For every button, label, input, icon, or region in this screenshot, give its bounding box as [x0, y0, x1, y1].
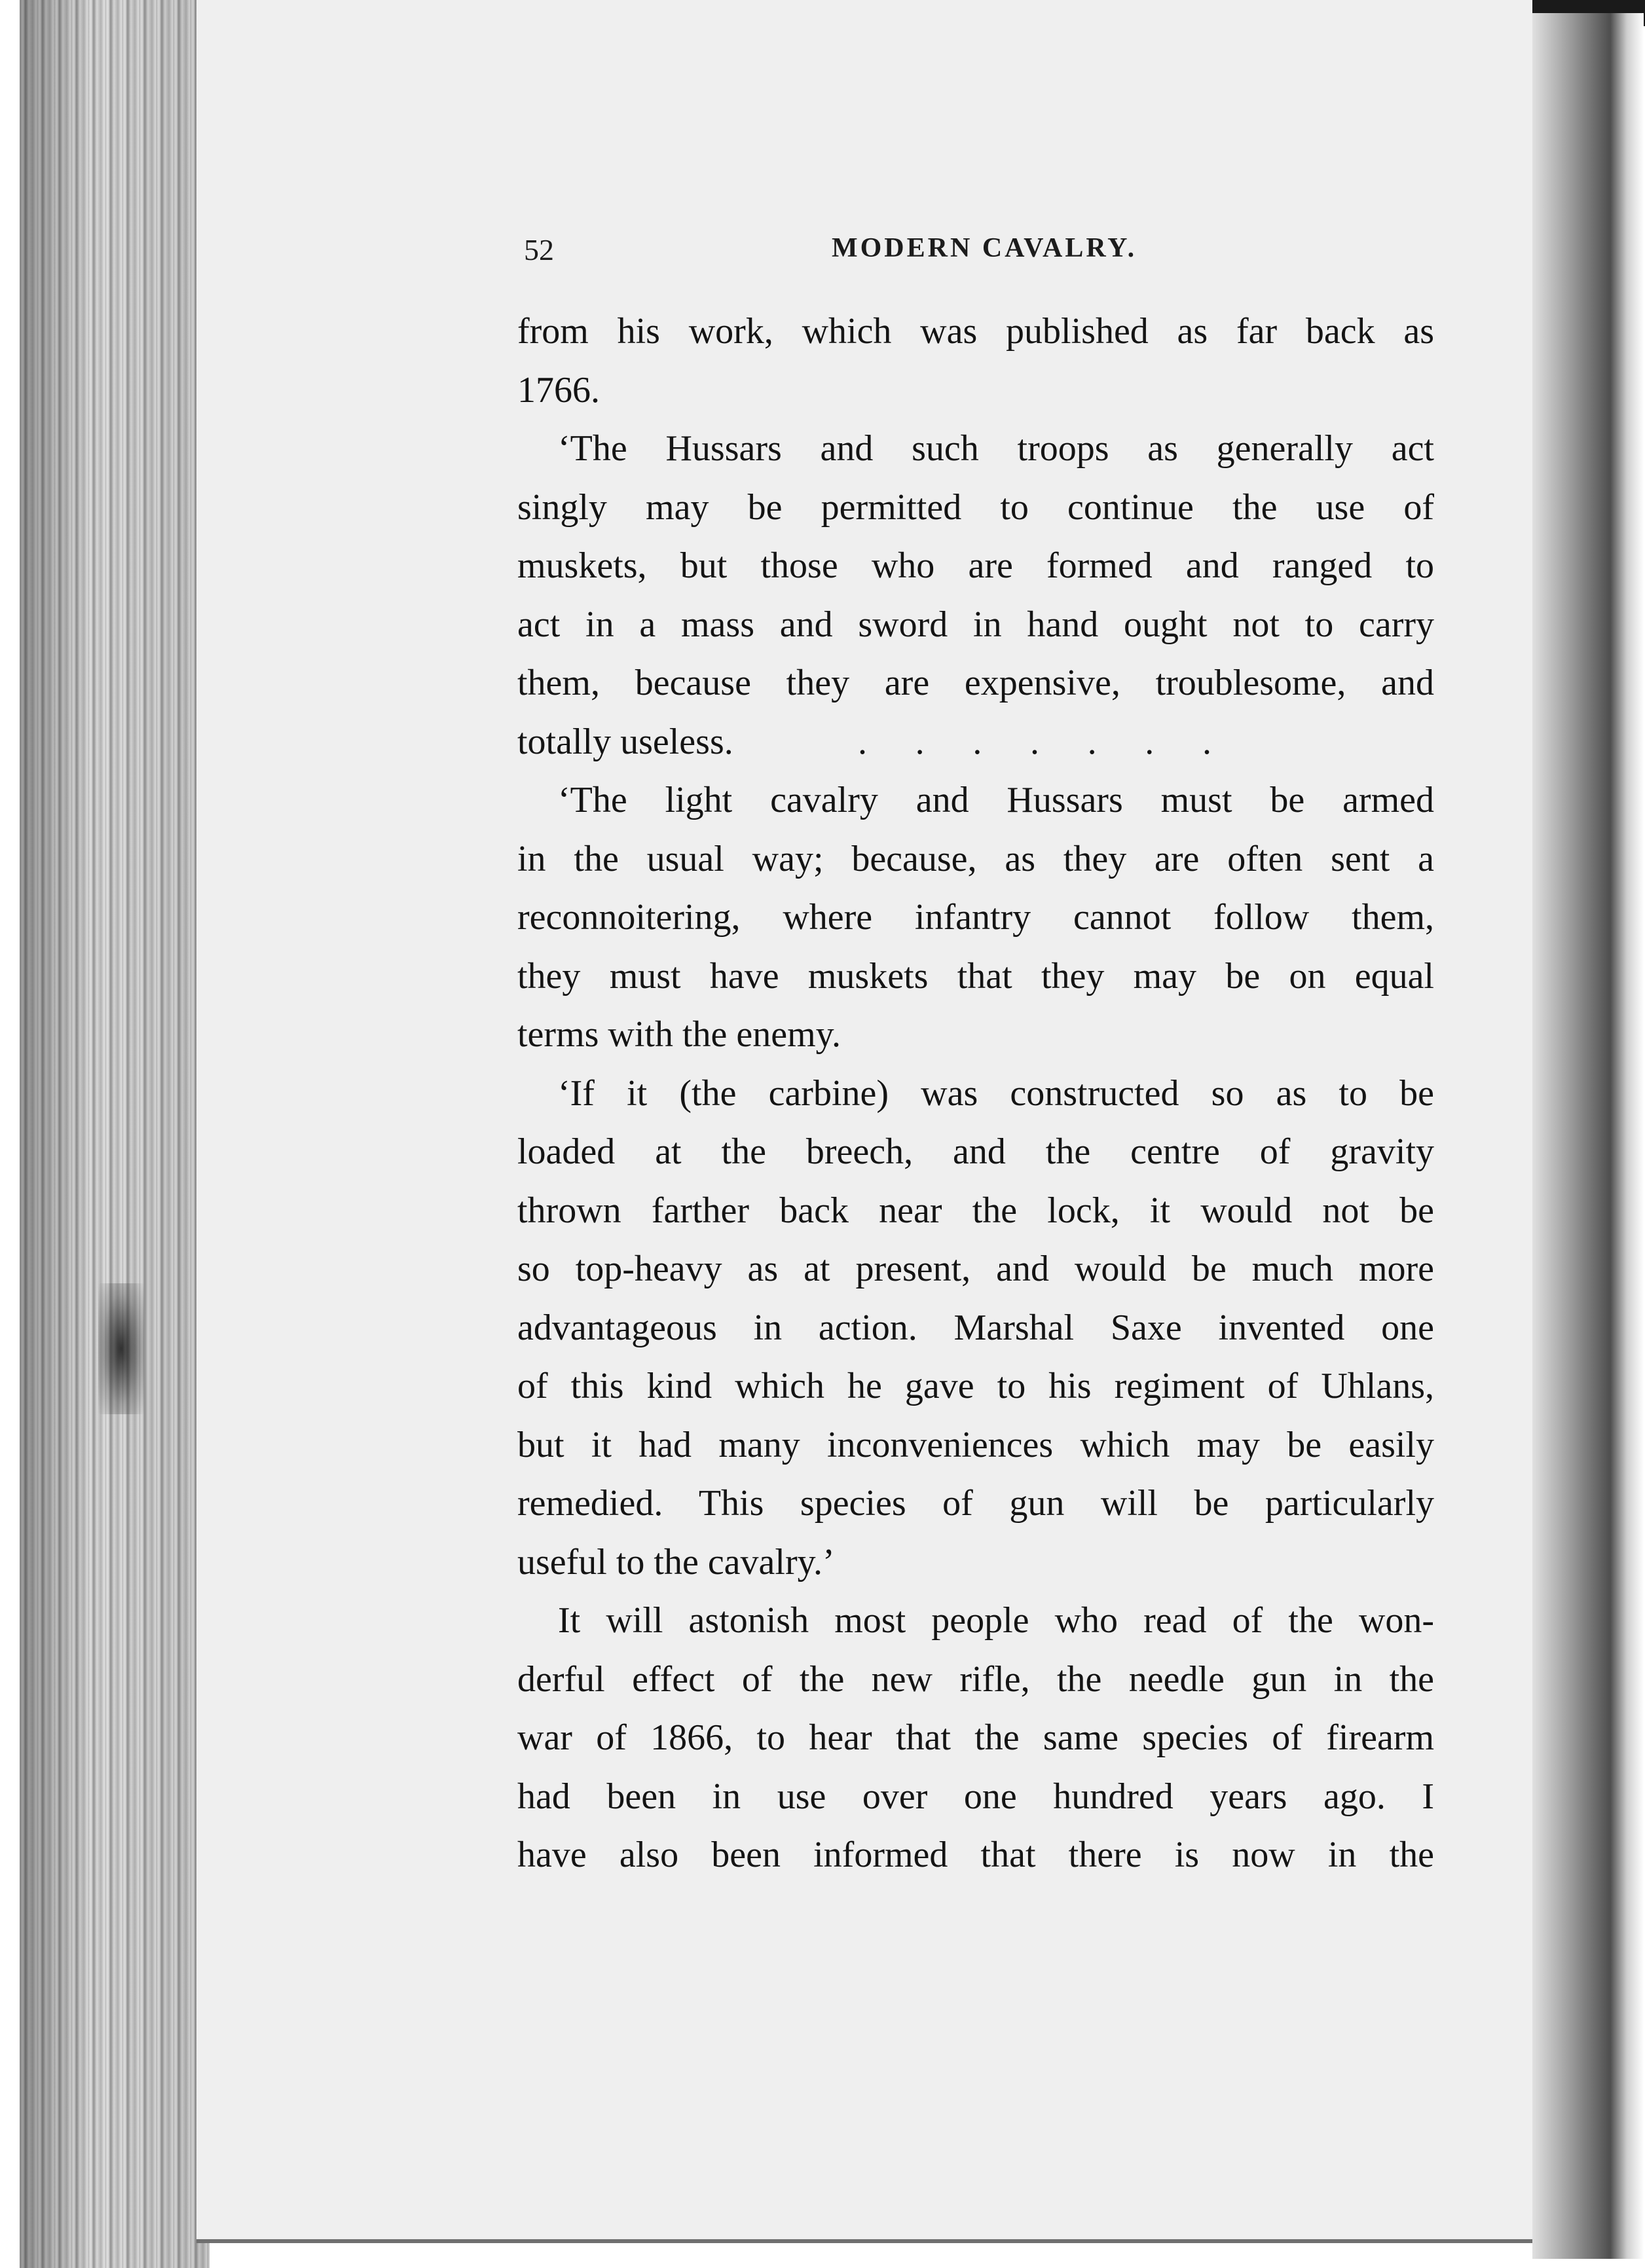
text-line: 1766. — [517, 369, 600, 411]
text-line: totally useless. — [517, 721, 733, 762]
ellipsis-dot: . — [858, 721, 867, 762]
text-line: they must have muskets that they may be on equal — [517, 955, 1434, 997]
text-line: ‘If it (the carbine) was constructed so as to be — [558, 1072, 1434, 1114]
ellipsis-dots — [858, 713, 1211, 772]
book-gutter-shadow — [1532, 13, 1644, 2259]
ellipsis-dot: . — [1087, 721, 1097, 762]
text-line: have also been informed that there is now in the — [517, 1835, 1434, 1875]
text-line: so top-heavy as at present, and would be much more — [517, 1249, 1434, 1289]
ellipsis-dot: . — [1145, 721, 1155, 762]
text-line: derful effect of the new rifle, the needle gun in the — [517, 1658, 1434, 1700]
body-text — [517, 302, 1434, 1885]
ellipsis-dot: . — [1202, 721, 1211, 762]
text-line: in the usual way; because, as they are often sent a — [517, 838, 1434, 879]
text-line: from his work, which was published as far back as — [517, 311, 1434, 352]
text-line: reconnoitering, where infantry cannot follow them, — [517, 897, 1434, 938]
text-line: war of 1866, to hear that the same species of firearm — [517, 1717, 1434, 1758]
text-line: of this kind which he gave to his regiment of Uhlans, — [517, 1366, 1434, 1406]
text-line: useful to the cavalry.’ — [517, 1541, 835, 1582]
text-line: act in a mass and sword in hand ought not to carry — [517, 604, 1434, 645]
ellipsis-dot: . — [1029, 721, 1039, 762]
text-line: them, because they are expensive, troublesome, and — [517, 663, 1434, 703]
text-line: but it had many inconveniences which may be easily — [517, 1424, 1434, 1465]
ellipsis-dot: . — [972, 721, 982, 762]
text-line: ‘The light cavalry and Hussars must be armed — [558, 780, 1434, 820]
page-edge-shadow — [20, 0, 210, 2268]
text-line: ‘The Hussars and such troops as generally act — [558, 428, 1434, 469]
text-line: It will astonish most people who read of the won- — [558, 1600, 1434, 1641]
text-line: remedied. This species of gun will be particularly — [517, 1483, 1434, 1524]
page-number: 52 — [524, 233, 554, 266]
running-title: MODERN CAVALRY. — [832, 233, 1137, 263]
text-line: thrown farther back near the lock, it would not be — [517, 1190, 1434, 1231]
text-line: had been in use over one hundred years ago. I — [517, 1776, 1434, 1817]
text-line: loaded at the breech, and the centre of gravity — [517, 1131, 1434, 1172]
text-line-with-ellipsis — [517, 713, 1434, 772]
text-line: terms with the enemy. — [517, 1014, 841, 1055]
text-line: muskets, but those who are formed and ranged to — [517, 545, 1434, 586]
text-line: singly may be permitted to continue the use of — [517, 486, 1434, 528]
ellipsis-dot: . — [915, 721, 925, 762]
text-line: advantageous in action. Marshal Saxe invented one — [517, 1307, 1434, 1348]
binding-mark — [98, 1283, 144, 1414]
